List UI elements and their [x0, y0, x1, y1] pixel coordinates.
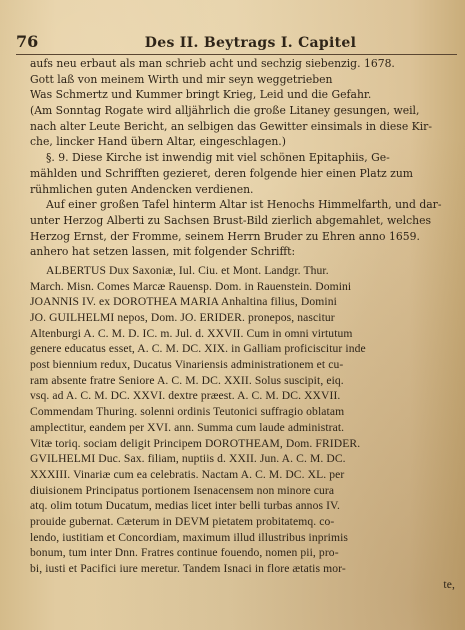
german-text-line: mählden und Schrifften gezieret, deren folgende hier einen Platz zum [30, 166, 414, 180]
latin-text-line: lendo, iustitiam et Concordiam, maximum illud illustribus inprimis [30, 530, 349, 544]
page-number: 76 [16, 32, 39, 51]
latin-text-line: ram absente fratre Seniore A. C. M. DC. XXII. Solus suscipit, eiq. [30, 373, 344, 387]
german-text-line: (Am Sonntag Rogate wird alljährlich die große Litaney gesungen, weil, [30, 104, 420, 118]
latin-text-line: amplectitur, eandem per XVI. ann. Summa cum laude administrat. [30, 420, 345, 434]
latin-text-line: atq. olim totum Ducatum, medias licet inter belli turbas annos IV. [30, 499, 341, 513]
page-header [16, 32, 455, 52]
german-text-line: nach alter Leute Bericht, an selbigen das Gewitter einsimals in diese Kir- [30, 119, 432, 133]
latin-text-line: Altenburgi A. C. M. D. IC. m. Jul. d. XXVII. Cum in omni virtutum [30, 326, 353, 340]
german-text-line: Was Schmertz und Kummer bringt Krieg, Leid und die Gefahr. [30, 88, 372, 102]
latin-text-line: genere educatus esset, A. C. M. DC. XIX. in Galliam proficiscitur inde [30, 342, 366, 356]
german-text-line: Auf einer großen Tafel hinterm Altar ist Henochs Himmelfarth, und dar- [46, 198, 442, 212]
german-text-line: Gott laß von meinem Wirth und mir seyn weggetrieben [30, 72, 333, 86]
german-text-line: §. 9. Diese Kirche ist inwendig mit viel schönen Epitaphiis, Ge- [46, 151, 390, 165]
latin-text-line: ALBERTUS Dux Saxoniæ, Iul. Ciu. et Mont. Landgr. Thur. [46, 263, 329, 277]
latin-text-line: JOANNIS IV. ex DOROTHEA MARIA Anhaltina filius, Domini [30, 295, 337, 309]
german-text-line: anhero hat setzen lassen, mit folgender Schrifft: [30, 245, 296, 259]
latin-text-line: JO. GUILHELMI nepos, Dom. JO. ERIDER. pronepos, nascitur [30, 311, 335, 324]
latin-text-line: post biennium redux, Ducatus Vinariensis administrationem et cu- [30, 358, 344, 372]
latin-text-line: bi, iusti et Pacifici iure meretur. Tandem Isnaci in flore ætatis mor- [30, 562, 346, 575]
latin-text-line: GVILHELMI Duc. Sax. filiam, nuptiis d. XXII. Jun. A. C. M. DC. [30, 452, 346, 466]
german-text-line: rühmlichen guten Andencken verdienen. [30, 182, 254, 196]
german-text-line: Herzog Ernst, der Fromme, seinem Herrn Bruder zu Ehren anno 1659. [30, 229, 420, 243]
latin-text-line: bonum, tum inter Dnn. Fratres continue fouendo, nomen pii, pro- [30, 546, 339, 560]
latin-inscription [18, 263, 455, 592]
german-text-line: che, lincker Hand übern Altar, eingeschlagen.) [30, 135, 286, 149]
latin-text-line: vsq. ad A. C. M. DC. XXVI. dextre præest. A. C. M. DC. XXVII. [30, 389, 341, 403]
body-text [18, 56, 455, 592]
latin-text-line: diuisionem Principatus portionem Isenacensem non minore cura [30, 483, 335, 497]
latin-text-line: March. Misn. Comes Marcæ Rauensp. Dom. in Rauenstein. Domini [30, 279, 352, 293]
latin-text-line: XXXIII. Vinariæ cum ea celebratis. Nactam A. C. M. DC. XL. per [30, 467, 345, 481]
header-rule [16, 54, 457, 55]
german-paragraphs [18, 56, 455, 260]
german-text-line: unter Herzog Alberti zu Sachsen Brust-Bild zierlich abgemahlet, welches [30, 213, 432, 227]
latin-text-line: te, [443, 577, 455, 591]
latin-text-line: Vitæ toriq. sociam deligit Principem DOROTHEAM, Dom. FRIDER. [30, 436, 361, 450]
running-head: Des II. Beytrags I. Capitel [144, 35, 357, 51]
german-text-line: aufs neu erbaut als man schrieb acht und sechzig siebenzig. 1678. [30, 57, 395, 70]
latin-text-line: prouide gubernat. Cæterum in DEVM pietatem probitatemq. co- [30, 514, 335, 528]
latin-text-line: Commendam Thuring. solenni ordinis Teutonici suffragio oblatam [30, 405, 345, 419]
